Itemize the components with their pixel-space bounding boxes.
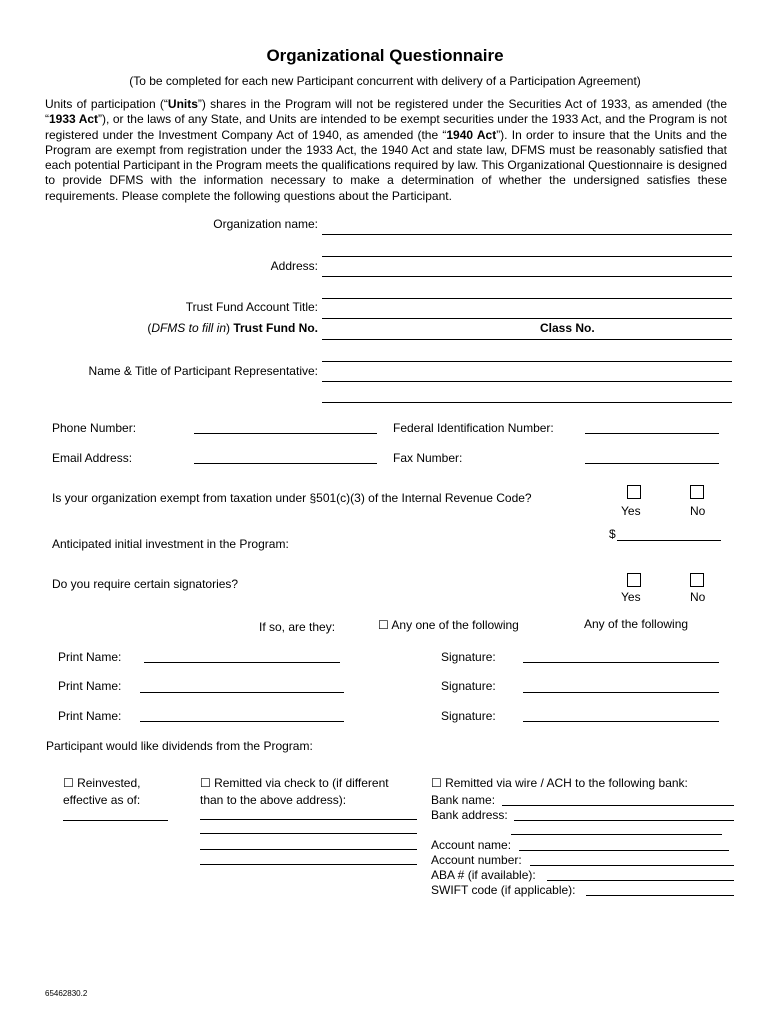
print-name-label-1: Print Name: <box>58 650 122 664</box>
check-address-line-1[interactable] <box>200 819 417 820</box>
any-one-option[interactable]: ☐ Any one of the following <box>378 618 519 632</box>
bank-name-label: Bank name: <box>431 793 496 807</box>
address-field-line-3[interactable] <box>322 298 732 299</box>
exempt-no-label: No <box>690 504 706 518</box>
org-name-label: Organization name: <box>213 217 318 231</box>
print-name-field-1[interactable] <box>144 662 340 663</box>
signature-label-1: Signature: <box>441 650 496 664</box>
email-field[interactable] <box>194 463 377 464</box>
exempt-question: Is your organization exempt from taxation under §501(c)(3) of the Internal Revenue Code? <box>52 491 532 505</box>
investment-label: Anticipated initial investment in the Program: <box>52 537 289 551</box>
trust-no-label: (DFMS to fill in) Trust Fund No. <box>147 321 318 335</box>
fed-id-field[interactable] <box>585 433 719 434</box>
bank-address-label: Bank address: <box>431 808 508 822</box>
check-address-line-2[interactable] <box>200 833 417 834</box>
check-option[interactable]: ☐ Remitted via check to (if different <box>200 776 389 790</box>
signatories-yes-checkbox[interactable] <box>627 573 641 587</box>
account-name-field[interactable] <box>519 850 729 851</box>
fax-field[interactable] <box>585 463 719 464</box>
signature-label-2: Signature: <box>441 679 496 693</box>
address-field-line-1[interactable] <box>322 256 732 257</box>
exempt-no-checkbox[interactable] <box>690 485 704 499</box>
rep-field-line-1[interactable] <box>322 361 732 362</box>
wire-option[interactable]: ☐ Remitted via wire / ACH to the following bank: <box>431 776 688 790</box>
aba-field[interactable] <box>547 880 734 881</box>
check-label: than to the above address): <box>200 793 347 807</box>
intro-paragraph: Units of participation (“Units”) shares in the Program will not be registered under the Securities Act of 1933, as amended (the “1933 Act”), or the laws of any State, and Units are intended to be exempt securities under the 1933 Act, and the Program is not registered under the Investment Company Act of 1940, as amended (the “1940 Act”). In order to insure that the Units and the Program are exempt from registration under the 1933 Act, the 1940 Act and state law, DFMS must be reasonably satisfied that each potential Participant in the Program meets the qualifications required by law. This Organizational Questionnaire is designed to provide DFMS with the information necessary to make a determination of whether the undersigned satisfies these requirements. Please complete the following questions about the Participant. <box>45 97 728 203</box>
fed-id-label: Federal Identification Number: <box>393 421 554 435</box>
page-title: Organizational Questionnaire <box>266 46 504 65</box>
exempt-yes-checkbox[interactable] <box>627 485 641 499</box>
exempt-yes-label: Yes <box>621 504 641 518</box>
signature-field-3[interactable] <box>523 721 719 722</box>
rep-label: Name & Title of Participant Representative: <box>88 364 318 378</box>
document-id: 65462830.2 <box>45 989 88 998</box>
rep-field-line-2[interactable] <box>322 381 732 382</box>
any-of-option[interactable]: Any of the following <box>584 617 689 631</box>
signatories-question: Do you require certain signatories? <box>52 577 239 591</box>
email-label: Email Address: <box>52 451 133 465</box>
account-number-field[interactable] <box>530 865 734 866</box>
address-field-line-2[interactable] <box>322 276 732 277</box>
if-so-label: If so, are they: <box>259 620 336 634</box>
aba-label: ABA # (if available): <box>431 868 536 882</box>
print-name-field-2[interactable] <box>140 692 344 693</box>
reinvested-label: effective as of: <box>63 793 141 807</box>
swift-field[interactable] <box>586 895 734 896</box>
phone-label: Phone Number: <box>52 421 137 435</box>
signature-field-2[interactable] <box>523 692 719 693</box>
dollar-sign: $ <box>609 527 616 541</box>
reinvested-option[interactable]: ☐ Reinvested, <box>63 776 141 790</box>
fax-label: Fax Number: <box>393 451 463 465</box>
check-address-line-4[interactable] <box>200 864 417 865</box>
page-subtitle: (To be completed for each new Participant concurrent with delivery of a Participation Agreement) <box>129 74 641 88</box>
account-name-label: Account name: <box>431 838 512 852</box>
investment-field[interactable] <box>617 540 721 541</box>
address-label: Address: <box>270 259 318 273</box>
trust-title-field[interactable] <box>322 318 732 319</box>
swift-label: SWIFT code (if applicable): <box>431 883 576 897</box>
trust-title-label: Trust Fund Account Title: <box>185 300 318 314</box>
signature-field-1[interactable] <box>523 662 719 663</box>
check-address-line-3[interactable] <box>200 849 417 850</box>
class-no-label: Class No. <box>540 321 595 335</box>
org-name-field[interactable] <box>322 234 732 235</box>
rep-field-line-3[interactable] <box>322 402 732 403</box>
phone-field[interactable] <box>194 433 377 434</box>
signatories-yes-label: Yes <box>621 590 641 604</box>
print-name-label-3: Print Name: <box>58 709 122 723</box>
account-number-label: Account number: <box>431 853 522 867</box>
signature-label-3: Signature: <box>441 709 496 723</box>
reinvested-date-field[interactable] <box>63 820 168 821</box>
trust-no-field[interactable] <box>322 339 732 340</box>
dividends-heading: Participant would like dividends from the Program: <box>46 739 313 753</box>
bank-name-field[interactable] <box>502 805 734 806</box>
print-name-field-3[interactable] <box>140 721 344 722</box>
signatories-no-checkbox[interactable] <box>690 573 704 587</box>
bank-address-field-1[interactable] <box>514 820 734 821</box>
bank-address-field-2[interactable] <box>511 834 722 835</box>
signatories-no-label: No <box>690 590 706 604</box>
print-name-label-2: Print Name: <box>58 679 122 693</box>
